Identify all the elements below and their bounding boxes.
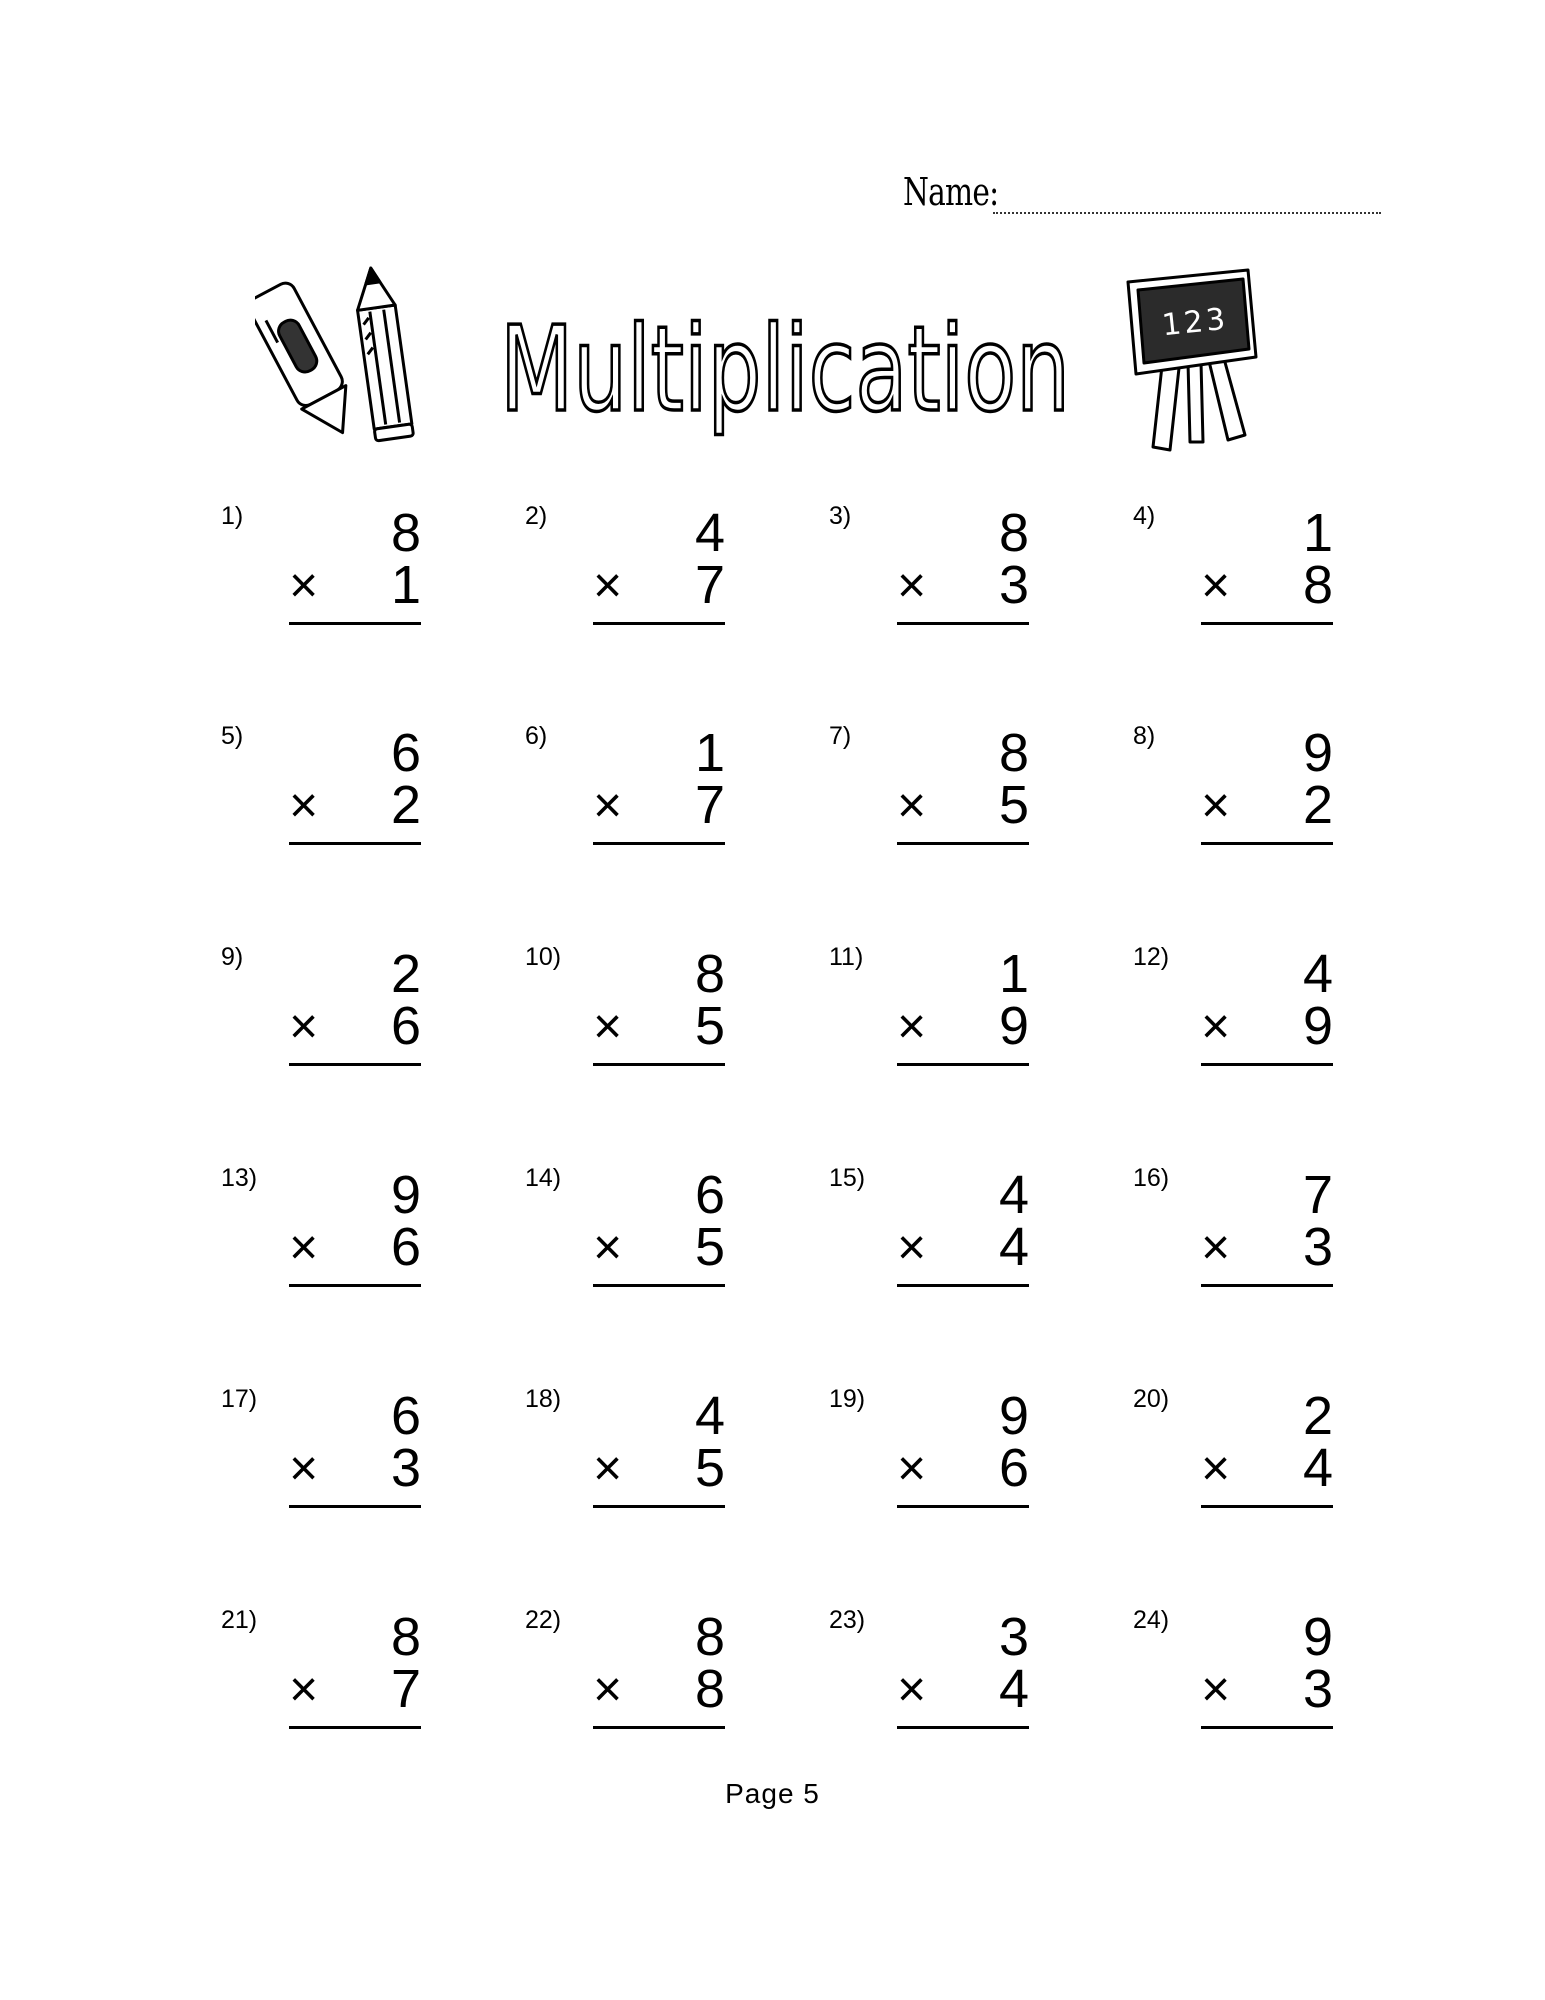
- problem-item: [221, 943, 421, 1093]
- multiplicand: 7: [1302, 1165, 1333, 1225]
- answer-line[interactable]: [289, 1284, 421, 1287]
- times-sign: ×: [897, 1440, 927, 1496]
- problem-number: 24): [1133, 1606, 1170, 1634]
- problem-item: [829, 722, 1029, 872]
- multiplicand: 4: [694, 1386, 725, 1446]
- problem-item: [1133, 502, 1333, 652]
- answer-line[interactable]: [593, 842, 725, 845]
- multiplier: 4: [998, 1217, 1029, 1277]
- answer-line[interactable]: [897, 622, 1029, 625]
- multiplicand: 8: [390, 503, 421, 563]
- multiplier: 6: [390, 1217, 421, 1277]
- problem-number: 14): [525, 1164, 562, 1192]
- problem-number: 18): [525, 1385, 562, 1413]
- multiplicand: 6: [694, 1165, 725, 1225]
- problem-item: [525, 1164, 725, 1314]
- problem-number: 10): [525, 943, 562, 971]
- multiplicand: 8: [998, 723, 1029, 783]
- problem-item: [525, 502, 725, 652]
- multiplier-row: [897, 1437, 1029, 1499]
- problem-number: 9): [221, 943, 244, 971]
- multiplier-row: [289, 774, 421, 836]
- problem-item: [525, 1385, 725, 1535]
- multiplicand: 8: [694, 1607, 725, 1667]
- problem-item: [525, 1606, 725, 1756]
- multiplier-row: [289, 1216, 421, 1278]
- multiplier-row: [289, 1437, 421, 1499]
- problem-item: [221, 1606, 421, 1756]
- problem-number: 15): [829, 1164, 866, 1192]
- problem-item: [525, 943, 725, 1093]
- answer-line[interactable]: [897, 1284, 1029, 1287]
- multiplier: 1: [390, 555, 421, 615]
- answer-line[interactable]: [593, 1505, 725, 1508]
- times-sign: ×: [897, 557, 927, 613]
- times-sign: ×: [1201, 777, 1231, 833]
- multiplicand: 8: [694, 944, 725, 1004]
- multiplier: 3: [390, 1438, 421, 1498]
- problem-number: 16): [1133, 1164, 1170, 1192]
- problem-number: 2): [525, 502, 548, 530]
- times-sign: ×: [289, 557, 319, 613]
- answer-line[interactable]: [593, 1284, 725, 1287]
- answer-line[interactable]: [897, 842, 1029, 845]
- multiplier: 3: [1302, 1217, 1333, 1277]
- answer-line[interactable]: [289, 1726, 421, 1729]
- multiplier-row: [593, 554, 725, 616]
- times-sign: ×: [1201, 1219, 1231, 1275]
- problem-number: 3): [829, 502, 852, 530]
- multiplier-row: [593, 1658, 725, 1720]
- problem-number: 22): [525, 1606, 562, 1634]
- problem-number: 23): [829, 1606, 866, 1634]
- problem-item: [829, 502, 1029, 652]
- times-sign: ×: [593, 998, 623, 1054]
- multiplier-row: [593, 1216, 725, 1278]
- answer-line[interactable]: [593, 622, 725, 625]
- problem-item: [1133, 1164, 1333, 1314]
- problem-number: 13): [221, 1164, 258, 1192]
- problem-item: [525, 722, 725, 872]
- answer-line[interactable]: [1201, 1505, 1333, 1508]
- problem-item: [221, 722, 421, 872]
- multiplier-row: [1201, 995, 1333, 1057]
- multiplicand: 2: [390, 944, 421, 1004]
- multiplier: 3: [998, 555, 1029, 615]
- multiplicand: 1: [694, 723, 725, 783]
- multiplier: 9: [1302, 996, 1333, 1056]
- problem-number: 19): [829, 1385, 866, 1413]
- crayon-and-pencil-icon: [255, 262, 425, 452]
- multiplicand: 6: [390, 1386, 421, 1446]
- multiplicand: 9: [998, 1386, 1029, 1446]
- times-sign: ×: [1201, 1661, 1231, 1717]
- answer-line[interactable]: [593, 1726, 725, 1729]
- times-sign: ×: [897, 1661, 927, 1717]
- problem-number: 5): [221, 722, 244, 750]
- worksheet-title: [490, 275, 1080, 455]
- answer-line[interactable]: [897, 1505, 1029, 1508]
- problem-item: [1133, 943, 1333, 1093]
- multiplier: 5: [694, 996, 725, 1056]
- problem-number: 12): [1133, 943, 1170, 971]
- multiplier-row: [1201, 774, 1333, 836]
- multiplicand: 4: [998, 1165, 1029, 1225]
- problem-number: 7): [829, 722, 852, 750]
- problem-number: 6): [525, 722, 548, 750]
- answer-line[interactable]: [897, 1726, 1029, 1729]
- times-sign: ×: [897, 1219, 927, 1275]
- problem-item: [1133, 1606, 1333, 1756]
- multiplicand: 3: [998, 1607, 1029, 1667]
- multiplier: 5: [998, 775, 1029, 835]
- multiplier: 6: [998, 1438, 1029, 1498]
- multiplier: 5: [694, 1217, 725, 1277]
- times-sign: ×: [897, 998, 927, 1054]
- multiplier-row: [897, 995, 1029, 1057]
- problem-item: [221, 1385, 421, 1535]
- multiplicand: 2: [1302, 1386, 1333, 1446]
- multiplicand: 1: [998, 944, 1029, 1004]
- multiplier-row: [897, 1216, 1029, 1278]
- times-sign: ×: [289, 777, 319, 833]
- multiplier: 7: [694, 555, 725, 615]
- multiplier: 8: [1302, 555, 1333, 615]
- multiplicand: 4: [1302, 944, 1333, 1004]
- multiplier: 7: [390, 1659, 421, 1719]
- problem-item: [829, 1606, 1029, 1756]
- times-sign: ×: [593, 1440, 623, 1496]
- answer-line[interactable]: [1201, 1284, 1333, 1287]
- problem-number: 11): [829, 943, 864, 971]
- problem-item: [829, 1385, 1029, 1535]
- page-number: Page 5: [725, 1778, 820, 1809]
- times-sign: ×: [593, 1661, 623, 1717]
- multiplier: 4: [1302, 1438, 1333, 1498]
- answer-line[interactable]: [593, 1063, 725, 1066]
- problem-number: 8): [1133, 722, 1156, 750]
- name-label: Name:: [903, 170, 999, 214]
- multiplier-row: [289, 1658, 421, 1720]
- times-sign: ×: [593, 557, 623, 613]
- multiplier-row: [897, 1658, 1029, 1720]
- multiplier: 2: [390, 775, 421, 835]
- multiplicand: 9: [1302, 1607, 1333, 1667]
- multiplicand: 4: [694, 503, 725, 563]
- multiplier-row: [897, 554, 1029, 616]
- multiplier: 4: [998, 1659, 1029, 1719]
- problem-item: [221, 1164, 421, 1314]
- multiplier-row: [897, 774, 1029, 836]
- answer-line[interactable]: [289, 622, 421, 625]
- times-sign: ×: [289, 1440, 319, 1496]
- multiplier: 3: [1302, 1659, 1333, 1719]
- times-sign: ×: [1201, 998, 1231, 1054]
- multiplier: 5: [694, 1438, 725, 1498]
- multiplier-row: [1201, 554, 1333, 616]
- answer-line[interactable]: [1201, 842, 1333, 845]
- name-field[interactable]: [903, 170, 1381, 220]
- times-sign: ×: [289, 1219, 319, 1275]
- answer-line[interactable]: [1201, 1726, 1333, 1729]
- times-sign: ×: [593, 777, 623, 833]
- times-sign: ×: [593, 1219, 623, 1275]
- multiplier-row: [593, 774, 725, 836]
- multiplier: 7: [694, 775, 725, 835]
- times-sign: ×: [289, 1661, 319, 1717]
- multiplier-row: [289, 995, 421, 1057]
- answer-line[interactable]: [897, 1063, 1029, 1066]
- title-text: Multiplication: [500, 300, 1070, 438]
- multiplicand: 8: [998, 503, 1029, 563]
- problem-number: 20): [1133, 1385, 1170, 1413]
- multiplier-row: [593, 995, 725, 1057]
- problem-number: 17): [221, 1385, 258, 1413]
- multiplicand: 9: [390, 1165, 421, 1225]
- problem-number: 4): [1133, 502, 1156, 530]
- problem-number: 1): [221, 502, 244, 530]
- problem-item: [829, 943, 1029, 1093]
- multiplier-row: [593, 1437, 725, 1499]
- answer-line[interactable]: [1201, 622, 1333, 625]
- answer-line[interactable]: [1201, 1063, 1333, 1066]
- answer-line[interactable]: [289, 842, 421, 845]
- multiplicand: 8: [390, 1607, 421, 1667]
- problem-item: [221, 502, 421, 652]
- multiplier-row: [1201, 1658, 1333, 1720]
- multiplier-row: [1201, 1437, 1333, 1499]
- problem-item: [829, 1164, 1029, 1314]
- multiplier: 9: [998, 996, 1029, 1056]
- multiplicand: 1: [1302, 503, 1333, 563]
- name-line[interactable]: [993, 212, 1381, 214]
- multiplier: 6: [390, 996, 421, 1056]
- multiplicand: 6: [390, 723, 421, 783]
- chalkboard-icon: [1118, 262, 1268, 457]
- times-sign: ×: [289, 998, 319, 1054]
- answer-line[interactable]: [289, 1505, 421, 1508]
- multiplier: 8: [694, 1659, 725, 1719]
- problem-number: 21): [221, 1606, 258, 1634]
- board-text: 123: [1160, 301, 1230, 344]
- problem-item: [1133, 1385, 1333, 1535]
- times-sign: ×: [897, 777, 927, 833]
- multiplicand: 9: [1302, 723, 1333, 783]
- answer-line[interactable]: [289, 1063, 421, 1066]
- multiplier: 2: [1302, 775, 1333, 835]
- times-sign: ×: [1201, 1440, 1231, 1496]
- problem-item: [1133, 722, 1333, 872]
- times-sign: ×: [1201, 557, 1231, 613]
- multiplier-row: [289, 554, 421, 616]
- multiplier-row: [1201, 1216, 1333, 1278]
